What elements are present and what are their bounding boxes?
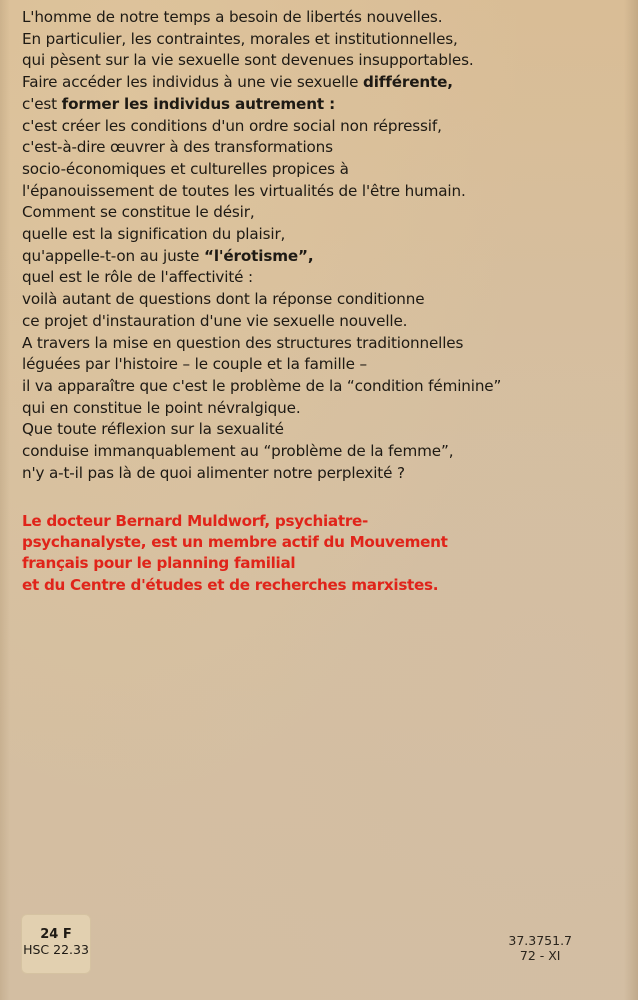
blurb-line: qui pèsent sur la vie sexuelle sont devenues insupportables.: [22, 51, 474, 70]
blurb-line: [22, 246, 622, 268]
blurb-text: c'est: [22, 94, 62, 113]
blurb-text: qu'appelle-t-on au juste: [22, 246, 204, 265]
author-bio-line: Le docteur Bernard Muldworf, psychiatre-: [22, 512, 369, 530]
blurb-text: Faire accéder les individus à une vie sexuelle: [22, 73, 364, 92]
blurb-line: c'est créer les conditions d'un ordre social non répressif,: [22, 116, 442, 135]
blurb-emphasis: former les individus autrement :: [61, 94, 336, 113]
blurb-emphasis: différente,: [363, 73, 453, 92]
blurb-line: L'homme de notre temps a besoin de libertés nouvelles.: [22, 8, 443, 26]
catalog-number: [508, 933, 572, 963]
blurb-emphasis: “l'érotisme”,: [204, 246, 314, 265]
author-bio-line: et du Centre d'études et de recherches marxistes.: [22, 575, 439, 594]
blurb-line: En particulier, les contraintes, morales et institutionnelles,: [22, 29, 458, 48]
author-bio: [22, 511, 622, 596]
blurb-line: [22, 94, 622, 116]
blurb-line: ce projet d'instauration d'une vie sexuelle nouvelle.: [22, 311, 408, 330]
catalog-number-line-1: 37.3751.7: [508, 933, 572, 948]
blurb-line: [22, 72, 622, 94]
blurb-line: Comment se constitue le désir,: [22, 203, 255, 222]
back-cover-blurb: [22, 7, 622, 484]
blurb-line: quelle est la signification du plaisir,: [22, 225, 286, 244]
paper-edge-right: [624, 0, 638, 1000]
price-sticker: [21, 914, 91, 974]
blurb-line: A travers la mise en question des structures traditionnelles: [22, 333, 464, 352]
blurb-line: léguées par l'histoire – le couple et la famille –: [22, 355, 367, 374]
blurb-line: conduise immanquablement au “problème de la femme”,: [22, 442, 454, 461]
blurb-line: n'y a-t-il pas là de quoi alimenter notre perplexité ?: [22, 463, 405, 482]
catalog-number-line-2: 72 - XI: [519, 948, 561, 963]
blurb-line: c'est-à-dire œuvrer à des transformations: [22, 138, 333, 157]
blurb-line: il va apparaître que c'est le problème de la “condition féminine”: [22, 376, 502, 395]
blurb-line: qui en constitue le point névralgique.: [22, 398, 301, 417]
price: 24 F: [40, 927, 72, 942]
blurb-line: l'épanouissement de toutes les virtualités de l'être humain.: [22, 181, 466, 200]
blurb-line: socio-économiques et culturelles propices à: [22, 159, 349, 178]
author-bio-line: français pour le planning familial: [22, 554, 296, 573]
blurb-line: voilà autant de questions dont la réponse conditionne: [22, 290, 425, 309]
blurb-line: quel est le rôle de l'affectivité :: [22, 268, 253, 287]
blurb-line: Que toute réflexion sur la sexualité: [22, 420, 284, 439]
author-bio-line: psychanalyste, est un membre actif du Mouvement: [22, 533, 448, 552]
series-code: HSC 22.33: [23, 942, 89, 957]
paper-edge-left: [0, 0, 10, 1000]
